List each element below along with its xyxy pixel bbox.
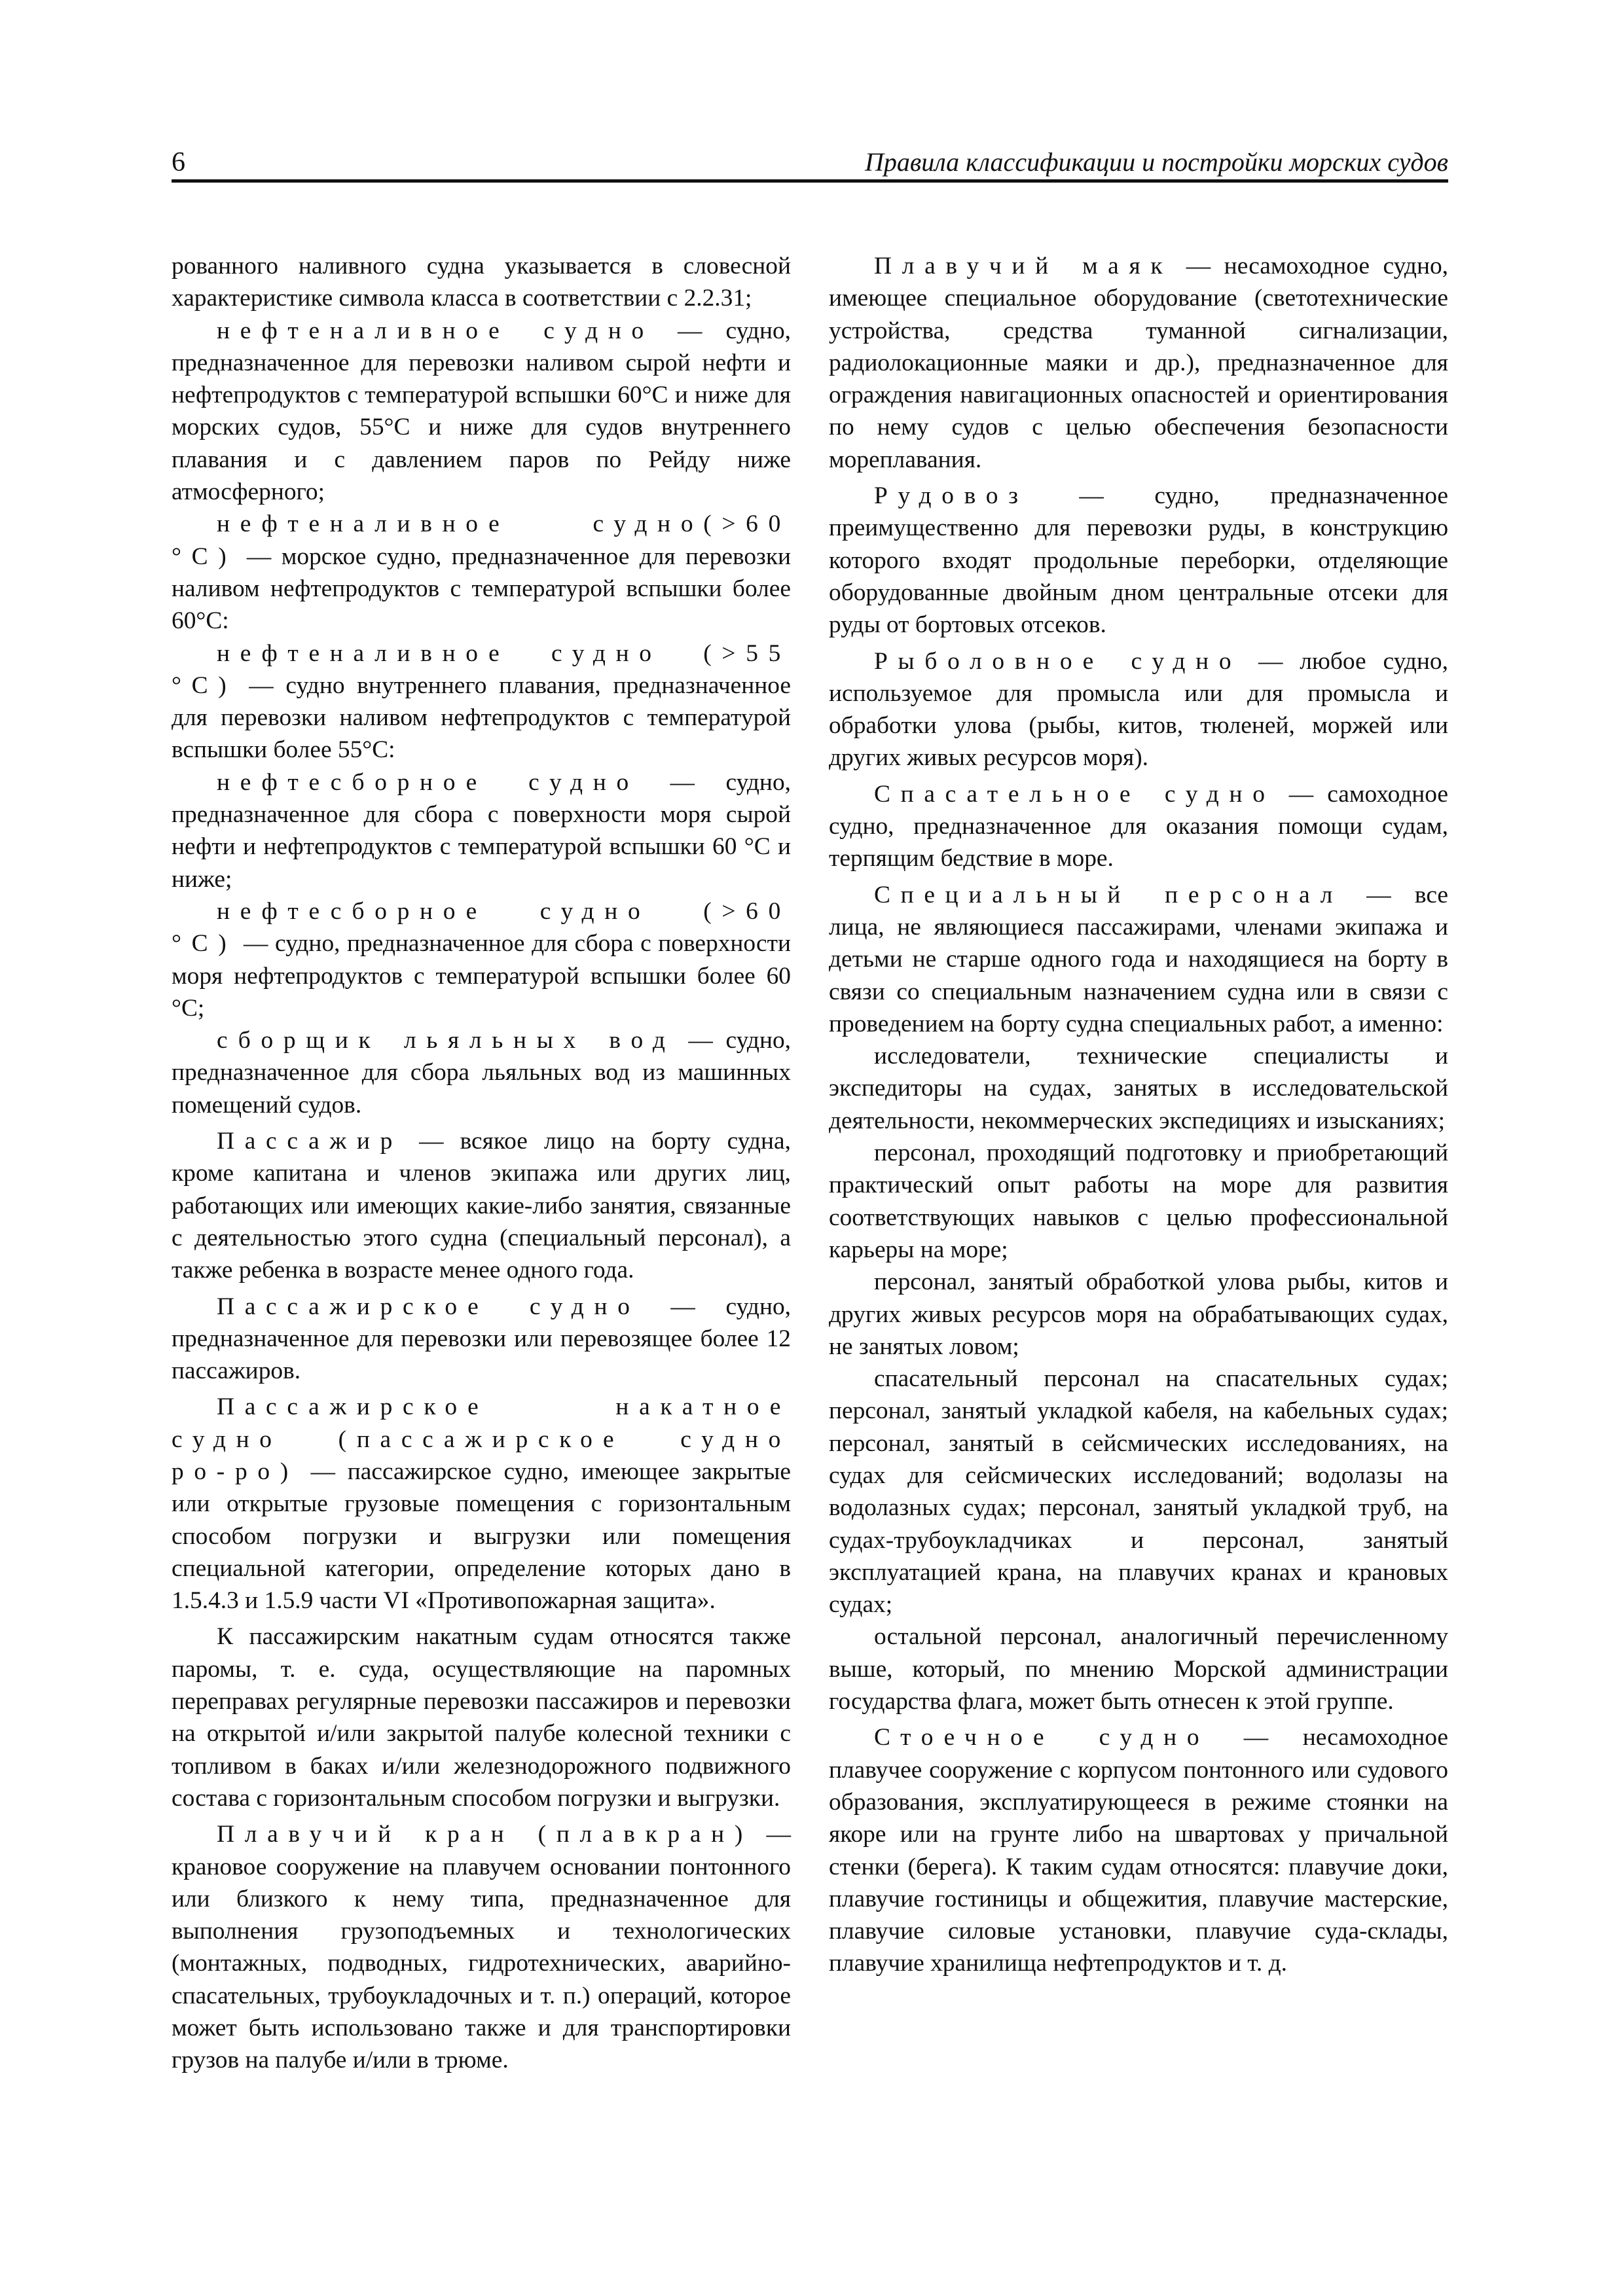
- left-column: [172, 250, 791, 2077]
- term: нефтеналивное судно (>55 °С): [172, 639, 791, 699]
- term: нефтеналивное судно(>60 °С): [172, 511, 791, 570]
- definition-text: — судно, предназначенное для перевозки или перевозящее более 12 пассажиров.: [172, 1293, 791, 1385]
- definition-paragraph: [829, 1363, 1448, 1621]
- definition-text: — любое судно, используемое для промысла или для промысла и обработки улова (рыбы, китов, тюленей, моржей или других живых ресурсов моря).: [829, 647, 1448, 772]
- term: Плавучий маяк: [874, 253, 1173, 279]
- definition-text: персонал, занятый обработкой улова рыбы, китов и других живых ресурсов моря на обрабатывающих судах, не занятых ловом;: [829, 1268, 1448, 1360]
- term: Пассажирское накатное судно (пассажирское судно ро-ро): [172, 1393, 791, 1485]
- definition-text: К пассажирским накатным судам относятся также паромы, т. е. суда, осуществляющие на паромных переправах регулярные перевозки пассажиров и перевозки на открытой и/или закрытой палубе колесной техники с топливом в баках и/или железнодорожного подвижного состава с горизонтальным способом погрузки и выгрузки.: [172, 1623, 791, 1812]
- header-rule: [172, 179, 1448, 183]
- definition-paragraph: [829, 645, 1448, 774]
- definition-text: — пассажирское судно, имеющее закрытые или открытые грузовые помещения с горизонтальным способом погрузки и выгрузки или помещения специальной категории, определение которых дано в 1.5.4.3 и 1.5.9 части VI «Противопожарная защита».: [172, 1458, 791, 1615]
- right-column: [829, 250, 1448, 1980]
- definition-paragraph: [829, 879, 1448, 1040]
- term: нефтеналивное судно: [217, 317, 654, 344]
- definition-paragraph: [172, 1621, 791, 1814]
- definition-paragraph: [172, 250, 791, 315]
- term: Плавучий кран (плавкран): [217, 1821, 754, 1848]
- running-title: Правила классификации и постройки морских судов: [864, 147, 1448, 177]
- term: Стоечное судно: [874, 1724, 1210, 1751]
- definition-text: — самоходное судно, предназначенное для оказания помощи судам, терпящим бедствие в море.: [829, 780, 1448, 872]
- definition-paragraph: [829, 480, 1448, 641]
- term: сборщик льяльных вод: [217, 1027, 676, 1054]
- page-header: [172, 145, 1448, 179]
- definition-text: — судно, предназначенное для сбора льяльных вод из машинных помещений судов.: [172, 1027, 792, 1119]
- definition-text: — всякое лицо на борту судна, кроме капитана и членов экипажа или других лиц, работающих или имеющих какие-либо занятия, связанные с деятельностью этого судна (специальный персонал), а также ребенка в возрасте менее одного года.: [172, 1128, 791, 1284]
- definition-text: — все лица, не являющиеся пассажирами, членами экипажа и детьми не старше одного года и находящиеся на борту в связи со специальным назначением судна или в связи с проведением на борту судна специальных работ, а именно:: [829, 881, 1448, 1037]
- term: нефтесборное судно: [217, 768, 639, 796]
- term: Пассажирское судно: [217, 1293, 640, 1320]
- term: нефтесборное судно (>60 °С): [172, 897, 791, 958]
- definition-paragraph: [829, 1721, 1448, 1979]
- term: Рудовоз: [874, 482, 1029, 510]
- definition-paragraph: [172, 766, 791, 895]
- definition-paragraph: [172, 895, 791, 1024]
- term: Пассажир: [217, 1128, 403, 1155]
- definition-text: — судно внутреннего плавания, предназначенное для перевозки наливом нефтепродуктов с температурой вспышки более 55°С:: [172, 672, 791, 764]
- definition-text: — судно, предназначенное преимущественно для перевозки руды, в конструкцию которого входят продольные переборки, отделяющие оборудованные двойным дном центральные отсеки для руды от бортовых отсеков.: [829, 482, 1448, 639]
- definition-text: — судно, предназначенное для сбора с поверхности моря нефтепродуктов с температурой вспышки более 60 °С;: [172, 930, 791, 1022]
- definition-paragraph: [829, 1137, 1448, 1266]
- definition-text: — крановое сооружение на плавучем основании понтонного или близкого к нему типа, предназначенное для выполнения грузоподъемных и технологических (монтажных, подводных, гидротехнических, аварийно-спасательных, трубоукладочных и т. п.) операций, которое может быть использовано также и для транспортировки грузов на палубе и/или в трюме.: [172, 1821, 791, 2074]
- definition-text: рованного наливного судна указывается в словесной характеристике символа класса в соответствии с 2.2.31;: [172, 253, 791, 312]
- definition-text: остальной персонал, аналогичный перечисленному выше, который, по мнению Морской администрации государства флага, может быть отнесен к этой группе.: [829, 1623, 1448, 1715]
- page-number: 6: [172, 147, 185, 177]
- definition-paragraph: [172, 1024, 791, 1121]
- definition-text: — судно, предназначенное для перевозки наливом сырой нефти и нефтепродуктов с температурой вспышки 60°С и ниже для морских судов, 55°С и ниже для судов внутреннего плавания и с давлением паров по Рейду ниже атмосферного;: [172, 317, 791, 506]
- definition-paragraph: [172, 315, 791, 509]
- definition-text: персонал, проходящий подготовку и приобретающий практический опыт работы на море для развития соответствующих навыков с целью профессиональной карьеры на море;: [829, 1139, 1448, 1263]
- term: Рыболовное судно: [874, 647, 1242, 675]
- definition-paragraph: [829, 1266, 1448, 1363]
- term: Специальный персонал: [874, 881, 1343, 908]
- definition-paragraph: [172, 1125, 791, 1286]
- term: Спасательное судно: [874, 780, 1275, 808]
- definition-paragraph: [172, 508, 791, 637]
- definition-paragraph: [829, 778, 1448, 875]
- definition-paragraph: [172, 1291, 791, 1388]
- definition-text: — судно, предназначенное для сбора с поверхности моря сырой нефти и нефтепродуктов с температурой вспышки 60 °С и ниже;: [172, 768, 791, 893]
- definition-paragraph: [172, 637, 791, 766]
- definition-text: — несамоходное судно, имеющее специальное оборудование (светотехнические устройства, средства туманной сигнализации, радиолокационные маяки и др.), предназначенное для ограждения навигационных опасностей и ориентирования по нему судов с целью обеспечения безопасности мореплавания.: [829, 253, 1448, 473]
- definition-paragraph: [829, 250, 1448, 476]
- definition-text: — морское судно, предназначенное для перевозки наливом нефтепродуктов с температурой вспышки более 60°С:: [172, 543, 791, 635]
- definition-text: — несамоходное плавучее сооружение с корпусом понтонного или судового образования, эксплуатирующееся в режиме стоянки на якоре или на грунте либо на швартовах у причальной стенки (берега). К таким судам относятся: плавучие доки, плавучие гостиницы и общежития, плавучие мастерские, плавучие силовые установки, плавучие суда-склады, плавучие хранилища нефтепродуктов и т. д.: [829, 1724, 1448, 1977]
- definition-paragraph: [829, 1040, 1448, 1137]
- definition-paragraph: [172, 1818, 791, 2076]
- definition-text: спасательный персонал на спасательных судах; персонал, занятый укладкой кабеля, на кабельных судах; персонал, занятый в сейсмических исследованиях, на судах для сейсмических исследований; водолазы на водолазных судах; персонал, занятый укладкой труб, на судах-трубоукладчиках и персонал, занятый эксплуатацией крана, на плавучих кранах и крановых судах;: [829, 1365, 1448, 1619]
- definition-paragraph: [172, 1391, 791, 1617]
- definition-text: исследователи, технические специалисты и экспедиторы на судах, занятых в исследовательской деятельности, некоммерческих экспедициях и изысканиях;: [829, 1043, 1448, 1134]
- definition-paragraph: [829, 1621, 1448, 1717]
